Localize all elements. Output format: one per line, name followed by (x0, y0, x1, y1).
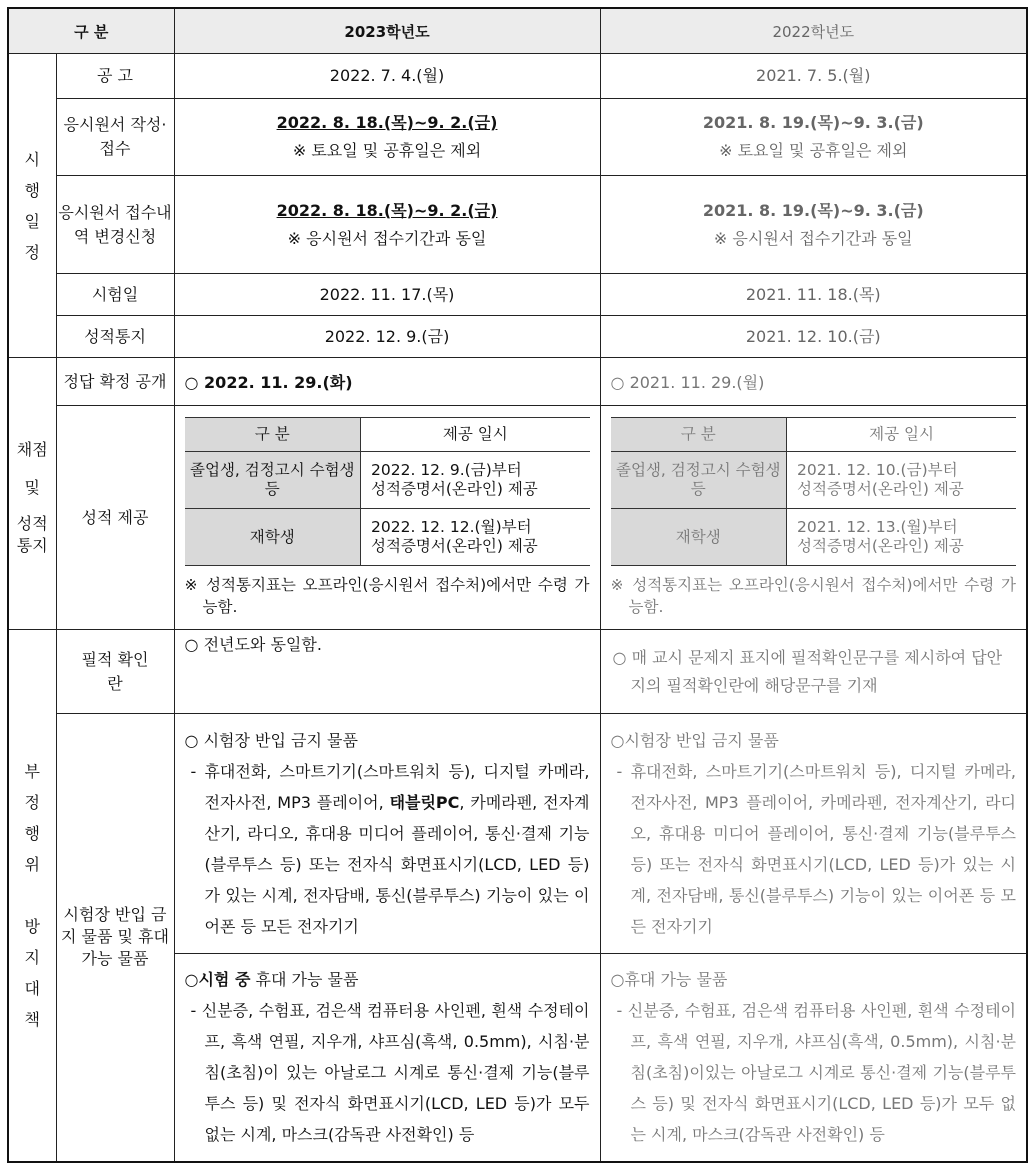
handwriting-2022: ○ 매 교시 문제지 표지에 필적확인문구를 제시하여 답안지의 필적확인란에 해당문구를 기재 (600, 630, 1027, 714)
score-note-2023: ※ 성적통지표는 오프라인(응시원서 접수처)에서만 수령 가능함. (184, 576, 590, 616)
fraud-row-handwriting (8, 630, 1027, 714)
inner-group-graduate-2022: 졸업생, 검정고시 수험생 등 (611, 452, 787, 509)
comparison-table-wrapper (7, 7, 1026, 1166)
inner-value-student-2022: 2021. 12. 13.(월)부터 성적증명서(온라인) 제공 (787, 509, 1017, 566)
allowed-2022: ○휴대 가능 물품 - 신분증, 수험표, 검은색 컴퓨터용 사인펜, 흰색 수정테이프, 흑색 연필, 지우개, 샤프심(흑색, 0.5mm), 시침·분침(초침)이있는 아날로그 시계로 통신·결제 기능(블루투스 등) 및 전자식 화면표시기(LCD, LED 등)가 모두 없는 시계, 마스크(감독관 사전확인) 등 (600, 954, 1027, 1162)
change-2022: 2021. 8. 19.(목)~9. 3.(금) ※ 응시원서 접수기간과 동일 (600, 176, 1027, 274)
application-2022: 2021. 8. 19.(목)~9. 3.(금) ※ 토요일 및 공휴일은 제외 (600, 99, 1027, 176)
inner-header-date-2022: 제공 일시 (787, 418, 1017, 452)
inner-group-student: 재학생 (185, 509, 361, 566)
handwriting-2023: ○ 전년도와 동일함. (174, 630, 600, 714)
score-2022: 2021. 12. 10.(금) (600, 316, 1027, 358)
row-label-handwriting: 필적 확인란 (56, 630, 174, 714)
answer-2023: ○ 2022. 11. 29.(화) (174, 358, 600, 406)
announce-2022: 2021. 7. 5.(월) (600, 54, 1027, 99)
inner-value-graduate-2022: 2021. 12. 10.(금)부터 성적증명서(온라인) 제공 (787, 452, 1017, 509)
exam-2023: 2022. 11. 17.(목) (174, 274, 600, 316)
grading-row-score (8, 406, 1027, 630)
row-label-announce: 공 고 (56, 54, 174, 99)
change-2023: 2022. 8. 18.(목)~9. 2.(금) ※ 응시원서 접수기간과 동일 (174, 176, 600, 274)
schedule-row-announce (8, 54, 1027, 99)
grading-row-answer (8, 358, 1027, 406)
row-label-score-provide: 성적 제공 (56, 406, 174, 630)
row-label-change: 응시원서 접수내역 변경신청 (56, 176, 174, 274)
inner-group-graduate: 졸업생, 검정고시 수험생 등 (185, 452, 361, 509)
schedule-row-score (8, 316, 1027, 358)
allowed-2023: ○시험 중 휴대 가능 물품 - 신분증, 수험표, 검은색 컴퓨터용 사인펜, 흰색 수정테이프, 흑색 연필, 지우개, 샤프심(흑색, 0.5mm), 시침·분침(초침)이 있는 아날로그 시계로 통신·결제 기능(블루투스 등) 및 전자식 화면표시기(LCD, LED 등)가 모두 없는 시계, 마스크(감독관 사전확인) 등 (174, 954, 600, 1162)
banned-2022: ○시험장 반입 금지 물품 - 휴대전화, 스마트기기(스마트워치 등), 디지털 카메라, 전자사전, MP3 플레이어, 카메라펜, 전자계산기, 라디오, 휴대용 미디어 플레이어, 통신·결제 기능(블루투스 등) 또는 전자식 화면표시기(LCD, LED 등)가 있는 시계, 전자담배, 통신(블루투스) 기능이 있는 이어폰 등 모든 전자기기 (600, 714, 1027, 954)
inner-header-date: 제공 일시 (361, 418, 590, 452)
header-2022: 2022학년도 (600, 8, 1027, 54)
schedule-row-application (8, 99, 1027, 176)
row-label-items: 시험장 반입 금지 물품 및 휴대 가능 물품 (56, 714, 174, 1162)
header-category: 구 분 (8, 8, 174, 54)
score-provide-table-2023 (185, 417, 590, 566)
header-2023: 2023학년도 (174, 8, 600, 54)
score-provide-2023 (174, 406, 600, 630)
announce-2023: 2022. 7. 4.(월) (174, 54, 600, 99)
inner-value-student: 2022. 12. 12.(월)부터 성적증명서(온라인) 제공 (361, 509, 590, 566)
inner-group-student-2022: 재학생 (611, 509, 787, 566)
row-label-answer: 정답 확정 공개 (56, 358, 174, 406)
schedule-row-change (8, 176, 1027, 274)
fraud-category: 부 정 행 위 방 지 대 책 (8, 630, 56, 1162)
inner-header-category-2022: 구 분 (611, 418, 787, 452)
row-label-score: 성적통지 (56, 316, 174, 358)
inner-header-category: 구 분 (185, 418, 361, 452)
banned-list-2023: - 휴대전화, 스마트기기(스마트워치 등), 디지털 카메라, 전자사전, MP3 플레이어, 태블릿PC, 카메라펜, 전자계산기, 라디오, 휴대용 미디어 플레이어, 통신·결제 기능(블루투스 등) 또는 전자식 화면표시기(LCD, LED 등)가 있는 시계, 전자담배, 통신(블루투스) 기능이 있는 이어폰 등 모든 전자기기 (190, 762, 590, 936)
exam-2022: 2021. 11. 18.(목) (600, 274, 1027, 316)
score-2023: 2022. 12. 9.(금) (174, 316, 600, 358)
row-label-application: 응시원서 작성·접수 (56, 99, 174, 176)
application-2023: 2022. 8. 18.(목)~9. 2.(금) ※ 토요일 및 공휴일은 제외 (174, 99, 600, 176)
schedule-category: 시 행 일 정 (8, 54, 56, 358)
answer-2022: ○ 2021. 11. 29.(월) (600, 358, 1027, 406)
score-note-2022: ※ 성적통지표는 오프라인(응시원서 접수처)에서만 수령 가능함. (610, 576, 1017, 616)
score-provide-2022 (600, 406, 1027, 630)
inner-value-graduate: 2022. 12. 9.(금)부터 성적증명서(온라인) 제공 (361, 452, 590, 509)
score-provide-table-2022 (611, 417, 1017, 566)
fraud-row-banned (8, 714, 1027, 954)
row-label-exam: 시험일 (56, 274, 174, 316)
header-row (8, 8, 1027, 54)
schedule-row-exam (8, 274, 1027, 316)
banned-2023: ○ 시험장 반입 금지 물품 - 휴대전화, 스마트기기(스마트워치 등), 디지털 카메라, 전자사전, MP3 플레이어, 태블릿PC, 카메라펜, 전자계산기, 라디오, 휴대용 미디어 플레이어, 통신·결제 기능(블루투스 등) 또는 전자식 화면표시기(LCD, LED 등)가 있는 시계, 전자담배, 통신(블루투스) 기능이 있는 이어폰 등 모든 전자기기 (174, 714, 600, 954)
comparison-table (7, 7, 1028, 1163)
grading-category: 채점 및 성적 통지 (8, 358, 56, 630)
